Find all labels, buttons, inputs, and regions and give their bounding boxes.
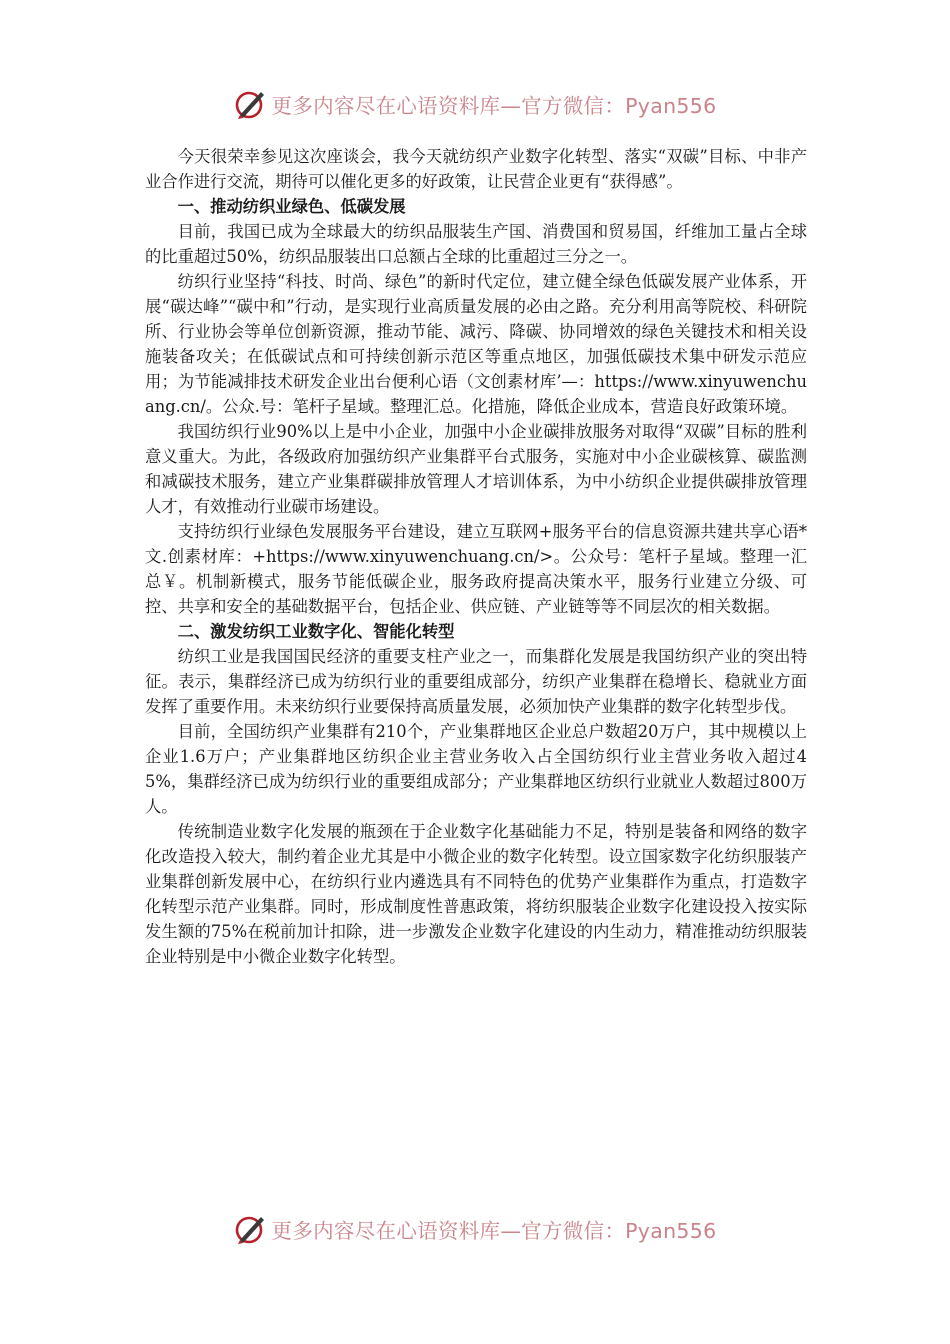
paragraph: 支持纺织行业绿色发展服务平台建设，建立互联网+服务平台的信息资源共建共享心语*文.创素材库：+https://www.xinyuwenchuang.cn/>。公众号：笔杆子星域。整理一汇总￥。机制新模式，服务节能低碳企业，服务政府提高决策水平，服务行业建立分级、可控、共享和安全的基础数据平台，包括企业、供应链、产业链等等不同层次的相关数据。 xyxy=(145,522,807,616)
pen-logo-icon xyxy=(234,87,268,121)
paragraph: 纺织行业坚持“科技、时尚、绿色”的新时代定位，建立健全绿色低碳发展产业体系，开展“碳达峰”“碳中和”行动，是实现行业高质量发展的必由之路。充分利用高等院校、科研院所、行业协会等单位创新资源，推动节能、减污、降碳、协同增效的绿色关键技术和相关设施装备攻关；在低碳试点和可持续创新示范区等重点地区，加强低碳技术集中研发示范应用；为节能减排技术研发企业出台便利心语（文创素材库’—：https://www.xinyuwenchuang.cn/。公众.号：笔杆子星域。整理汇总。化措施，降低企业成本，营造良好政策环境。 xyxy=(145,272,807,416)
section-heading: 二、激发纺织工业数字化、智能化转型 xyxy=(177,622,455,641)
paragraph: 今天很荣幸参见这次座谈会，我今天就纺织产业数字化转型、落实“双碳”目标、中非产业合作进行交流，期待可以催化更多的好政策，让民营企业更有“获得感”。 xyxy=(145,147,807,191)
section-heading: 一、推动纺织业绿色、低碳发展 xyxy=(177,197,406,216)
banner-text: 更多内容尽在心语资料库—官方微信：Pyan556 xyxy=(271,94,717,118)
paragraph: 我国纺织行业90%以上是中小企业，加强中小企业碳排放服务对取得“双碳”目标的胜利意义重大。为此，各级政府加强纺织产业集群平台式服务，实施对中小企业碳核算、碳监测和减碳技术服务，建立产业集群碳排放管理人才培训体系，为中小纺织企业提供碳排放管理人才，有效推动行业碳市场建设。 xyxy=(145,422,807,516)
document-body xyxy=(145,144,807,969)
paragraph: 传统制造业数字化发展的瓶颈在于企业数字化基础能力不足，特别是装备和网络的数字化改造投入较大，制约着企业尤其是中小微企业的数字化转型。设立国家数字化纺织服装产业集群创新发展中心，在纺织行业内遴选具有不同特色的优势产业集群作为重点，打造数字化转型示范产业集群。同时，形成制度性普惠政策，将纺织服装企业数字化建设投入按实际发生额的75%在税前加计扣除，进一步激发企业数字化建设的内生动力，精准推动纺织服装企业特别是中小微企业数字化转型。 xyxy=(145,822,807,966)
pen-logo-icon xyxy=(234,1212,268,1246)
paragraph: 纺织工业是我国国民经济的重要支柱产业之一，而集群化发展是我国纺织产业的突出特征。表示，集群经济已成为纺织行业的重要组成部分，纺织产业集群在稳增长、稳就业方面发挥了重要作用。未来纺织行业要保持高质量发展，必须加快产业集群的数字化转型步伐。 xyxy=(145,647,807,716)
footer-banner xyxy=(0,1209,950,1249)
header-banner xyxy=(0,84,950,124)
paragraph: 目前，我国已成为全球最大的纺织品服装生产国、消费国和贸易国，纤维加工量占全球的比重超过50%，纺织品服装出口总额占全球的比重超过三分之一。 xyxy=(145,222,807,266)
banner-text: 更多内容尽在心语资料库—官方微信：Pyan556 xyxy=(271,1219,717,1243)
paragraph: 目前，全国纺织产业集群有210个，产业集群地区企业总户数超20万户，其中规模以上企业1.6万户；产业集群地区纺织企业主营业务收入占全国纺织行业主营业务收入超过45%，集群经济已成为纺织行业的重要组成部分；产业集群地区纺织行业就业人数超过800万人。 xyxy=(145,722,807,816)
